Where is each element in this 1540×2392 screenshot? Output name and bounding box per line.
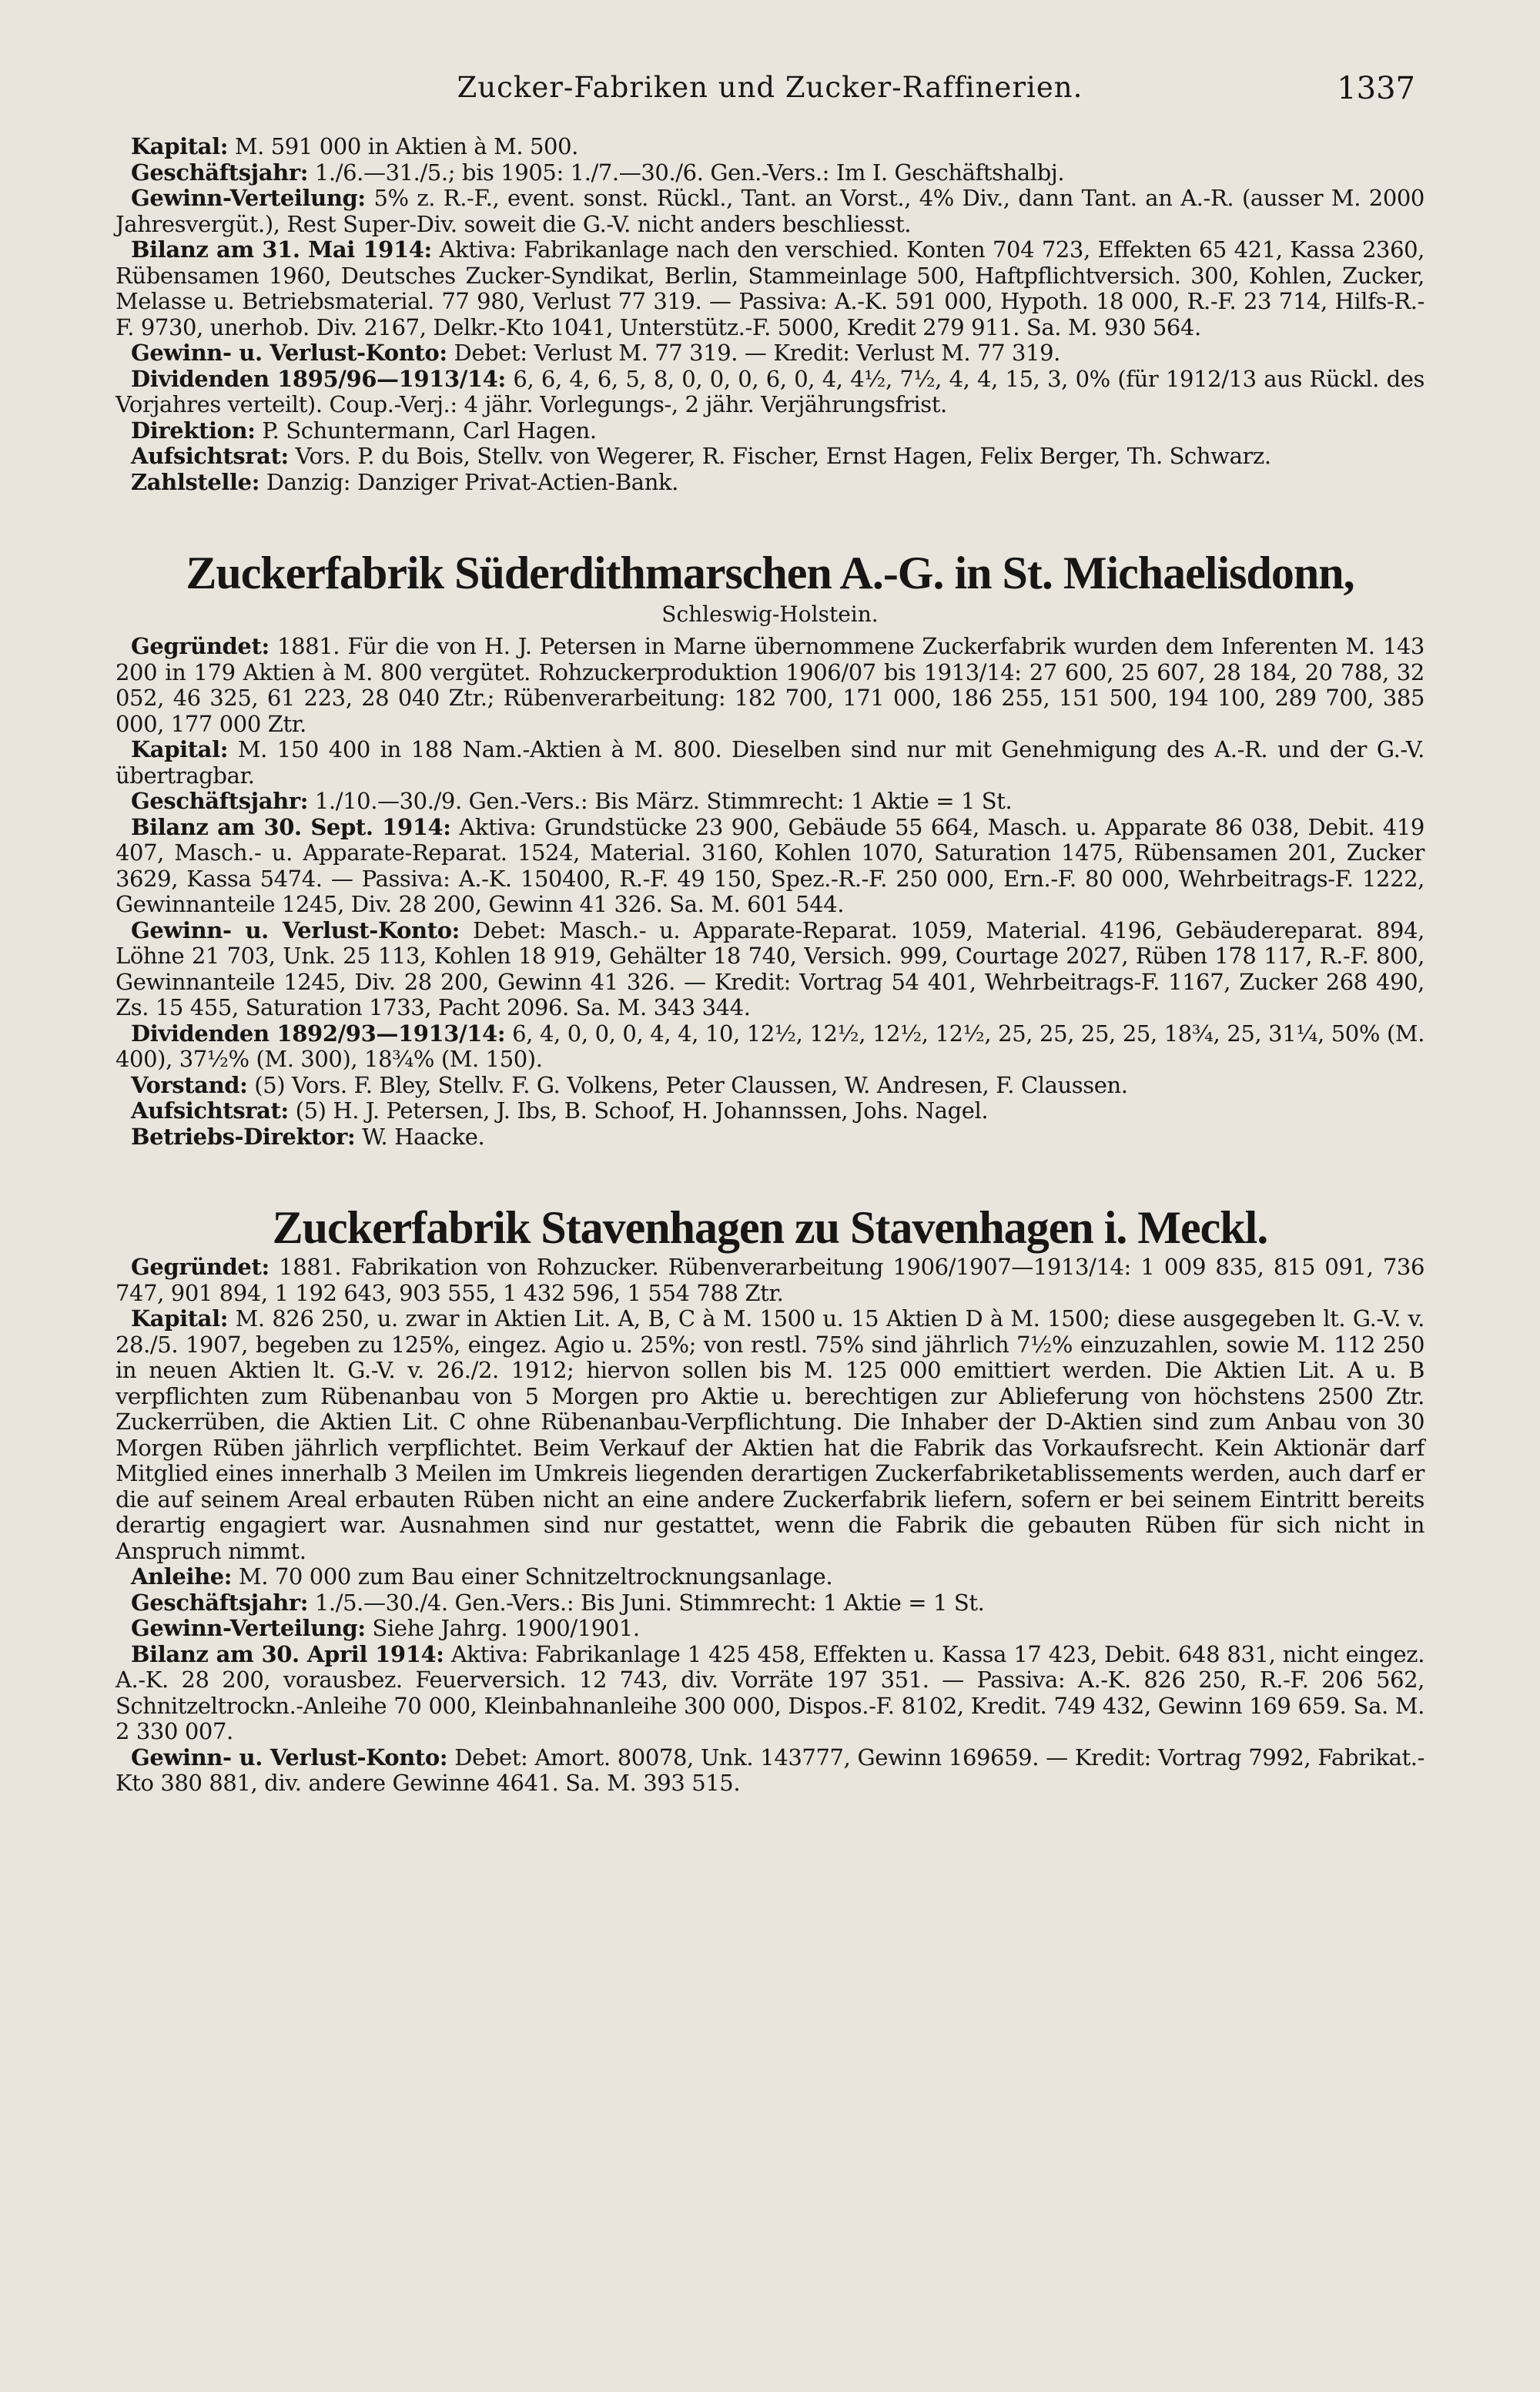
entry-paragraph [116, 1073, 1424, 1099]
field-text: Aktiva: Fabrikanlage 1 425 458, Effekten u. Kassa 17 423, Debit. 648 831, nicht eingez. A.-K. 28 200, vorausbez. Feuerversich. 12 743, div. Vorräte 197 351. — Passiva: A.-K. 826 250, R.-F. 206 562, Schnitzeltrockn.-Anleihe 70 000, Kleinbahnanleihe 300 000, Dispos.-F. 8102, Kredit. 749 432, Gewinn 169 659. Sa. M. 2 330 007. [116, 1640, 1425, 1744]
entry-paragraph [116, 470, 1424, 496]
previous-company-entry [116, 134, 1424, 495]
field-label: Direktion: [131, 417, 256, 444]
field-text: Aktiva: Fabrikanlage nach den verschied. Konten 704 723, Effekten 65 421, Kassa 2360, Rübensamen 1960, Deutsches Zucker-Syndikat, Berlin, Stammeinlage 500, Haftpflichtversich. 300, Kohlen, Zucker, Melasse u. Betriebsmaterial. 77 980, Verlust 77 319. — Passiva: A.-K. 591 000, Hypoth. 18 000, R.-F. 23 714, Hilfs-R.-F. 9730, unerhob. Div. 2167, Delkr.-Kto 1041, Unterstütz.-F. 5000, Kredit 279 911. Sa. M. 930 564. [116, 236, 1425, 340]
field-label: Anleihe: [131, 1563, 233, 1590]
field-text: M. 70 000 zum Bau einer Schnitzeltrocknungsanlage. [238, 1563, 833, 1590]
entry-paragraph [116, 340, 1424, 367]
field-text: 1./6.—31./5.; bis 1905: 1./7.—30./6. Gen.-Vers.: Im I. Geschäftshalbj. [314, 159, 1065, 186]
field-text: (5) Vors. F. Bley, Stellv. F. G. Volkens, Peter Claussen, W. Andresen, F. Claussen. [254, 1071, 1128, 1098]
entry-paragraph [116, 418, 1424, 444]
company-subtitle: Schleswig-Holstein. [661, 601, 879, 627]
field-text: M. 150 400 in 188 Nam.-Aktien à M. 800. Dieselben sind nur mit Genehmigung des A.-R. und der G.-V. übertragbar. [116, 736, 1424, 789]
field-text: Danzig: Danziger Privat-Actien-Bank. [266, 468, 678, 495]
field-text: 1./5.—30./4. Gen.-Vers.: Bis Juni. Stimmrecht: 1 Aktie = 1 St. [314, 1589, 985, 1616]
field-text: W. Haacke. [362, 1123, 485, 1150]
field-label: Gewinn-Verteilung: [131, 185, 366, 211]
field-label: Betriebs-Direktor: [131, 1123, 356, 1150]
field-label: Geschäftsjahr: [131, 1589, 309, 1616]
entry-paragraph [116, 186, 1424, 237]
entry-paragraph [116, 1306, 1424, 1564]
entry-paragraph [116, 1255, 1424, 1306]
field-label: Zahlstelle: [131, 468, 260, 495]
field-label: Dividenden 1892/93—1913/14: [131, 1020, 506, 1047]
entry-paragraph [116, 918, 1424, 1021]
entry-paragraph [116, 634, 1424, 737]
entry-paragraph [116, 444, 1424, 470]
company-entry-suederdithmarschen [116, 546, 1424, 1150]
field-label: Dividenden 1895/96—1913/14: [131, 365, 506, 392]
field-text: P. Schuntermann, Carl Hagen. [262, 417, 597, 444]
field-text: Aktiva: Grundstücke 23 900, Gebäude 55 664, Masch. u. Apparate 86 038, Debit. 419 407, Masch.- u. Apparate-Reparat. 1524, Material. 3160, Kohlen 1070, Saturation 1475, Rübensamen 201, Zucker 3629, Kassa 5474. — Passiva: A.-K. 150400, R.-F. 49 150, Spez.-R.-F. 250 000, Ern.-F. 80 000, Wehrbeitrags-F. 1222, Gewinnanteile 1245, Div. 28 200, Gewinn 41 326. Sa. M. 601 544. [116, 813, 1424, 917]
field-label: Bilanz am 30. April 1914: [131, 1640, 444, 1667]
entry-paragraph [116, 737, 1424, 789]
field-label: Aufsichtsrat: [131, 443, 289, 469]
field-label: Bilanz am 30. Sept. 1914: [131, 813, 451, 840]
entry-paragraph [116, 1745, 1424, 1797]
field-text: Debet: Amort. 80078, Unk. 143777, Gewinn 169659. — Kredit: Vortrag 7992, Fabrikat.-Kto 380 881, div. andere Gewinne 4641. Sa. M. 393 515. [116, 1744, 1424, 1796]
entry-paragraph [116, 1564, 1424, 1590]
company-title: Zuckerfabrik Süderdithmarschen A.-G. in St. Michaelisdonn, [186, 548, 1354, 598]
entry-paragraph [116, 789, 1424, 815]
company-entry-stavenhagen [116, 1201, 1424, 1797]
field-label: Gewinn-Verteilung: [131, 1615, 366, 1641]
field-text: Debet: Verlust M. 77 319. — Kredit: Verlust M. 77 319. [454, 340, 1060, 366]
field-label: Kapital: [131, 1305, 228, 1332]
field-text: Siehe Jahrg. 1900/1901. [372, 1615, 640, 1641]
field-text: (5) H. J. Petersen, J. Ibs, B. Schoof, H. Johannssen, Johs. Nagel. [295, 1097, 989, 1124]
entry-paragraph [116, 1124, 1424, 1151]
field-text: M. 591 000 in Aktien à M. 500. [234, 133, 578, 159]
entry-paragraph [116, 1098, 1424, 1124]
entry-paragraph [116, 160, 1424, 186]
page-number: 1337 [1337, 71, 1415, 106]
field-text: Vors. P. du Bois, Stellv. von Wegerer, R. Fischer, Ernst Hagen, Felix Berger, Th. Schwarz. [295, 443, 1271, 469]
entry-paragraph [116, 1590, 1424, 1616]
field-label: Aufsichtsrat: [131, 1097, 289, 1124]
field-text: 1881. Für die von H. J. Petersen in Marne übernommene Zuckerfabrik wurden dem Inferenten M. 143 200 in 179 Aktien à M. 800 vergütet. Rohzuckerproduktion 1906/07 bis 1913/14: 27 600, 25 607, 28 184, 20 788, 32 052, 46 325, 61 223, 28 040 Ztr.; Rübenverarbeitung: 182 700, 171 000, 186 255, 151 500, 194 100, 289 700, 385 000, 177 000 Ztr. [116, 633, 1424, 737]
field-label: Kapital: [131, 736, 228, 762]
page-header [116, 71, 1424, 117]
entry-paragraph [116, 1021, 1424, 1073]
field-label: Gewinn- u. Verlust-Konto: [131, 916, 460, 943]
field-label: Gegründet: [131, 633, 270, 659]
entry-paragraph [116, 815, 1424, 918]
field-label: Geschäftsjahr: [131, 788, 309, 814]
field-label: Bilanz am 31. Mai 1914: [131, 236, 432, 263]
field-text: 6, 4, 0, 0, 0, 4, 4, 10, 12½, 12½, 12½, 12½, 25, 25, 25, 25, 18¾, 25, 31¼, 50% (M. 400), 37½% (M. 300), 18¾% (M. 150). [116, 1020, 1425, 1072]
entry-paragraph [116, 237, 1424, 340]
field-text: 1./10.—30./9. Gen.-Vers.: Bis März. Stimmrecht: 1 Aktie = 1 St. [314, 788, 1013, 814]
field-text: 5% z. R.-F., event. sonst. Rückl., Tant. an Vorst., 4% Div., dann Tant. an A.-R. (ausser M. 2000 Jahresvergüt.), Rest Super-Div. soweit die G.-V. nicht anders beschliesst. [116, 185, 1424, 237]
field-label: Gewinn- u. Verlust-Konto: [131, 1744, 448, 1771]
entry-paragraph [116, 367, 1424, 418]
company-title: Zuckerfabrik Stavenhagen zu Stavenhagen i. Meckl. [272, 1202, 1268, 1253]
entry-paragraph [116, 134, 1424, 160]
field-label: Gegründet: [131, 1254, 270, 1280]
field-text: 1881. Fabrikation von Rohzucker. Rübenverarbeitung 1906/1907—1913/14: 1 009 835, 815 091, 736 747, 901 894, 1 192 643, 903 555, 1 432 596, 1 554 788 Ztr. [116, 1254, 1424, 1306]
entry-paragraph [116, 1616, 1424, 1642]
field-label: Vorstand: [131, 1071, 248, 1098]
field-text: M. 826 250, u. zwar in Aktien Lit. A, B, C à M. 1500 u. 15 Aktien D à M. 1500; diese ausgegeben lt. G.-V. v. 28./5. 1907, begeben zu 125%, eingez. Agio u. 25%; von restl. 75% sind jährlich 7½% einzuzahlen, sowie M. 112 250 in neuen Aktien lt. G.-V. v. 26./2. 1912; hiervon sollen bis M. 125 000 emittiert werden. Die Aktien Lit. A u. B verpflichten zum Rübenanbau von 5 Morgen pro Aktie u. berechtigen zur Ablieferung von höchstens 2500 Ztr. Zuckerrüben, die Aktien Lit. C ohne Rübenanbau-Verpflichtung. Die Inhaber der D-Aktien sind zum Anbau von 30 Morgen Rüben jährlich verpflichtet. Beim Verkauf der Aktien hat die Fabrik das Vorkaufsrecht. Kein Aktionär darf Mitglied eines innerhalb 3 Meilen im Umkreis liegenden derartigen Zuckerfabriketablissements werden, auch darf er die auf seinem Areal erbauten Rüben nicht an eine andere Zuckerfabrik liefern, sofern er bei seinem Eintritt bereits derartig engagiert war. Ausnahmen sind nur gestattet, wenn die Fabrik die gebauten Rüben für sich nicht in Anspruch nimmt. [116, 1305, 1424, 1564]
field-label: Kapital: [131, 133, 228, 159]
running-title: Zucker-Fabriken und Zucker-Raffinerien. [457, 71, 1083, 104]
field-label: Gewinn- u. Verlust-Konto: [131, 340, 447, 366]
entry-paragraph [116, 1642, 1424, 1745]
field-label: Geschäftsjahr: [131, 159, 309, 186]
field-text: Debet: Masch.- u. Apparate-Reparat. 1059, Material. 4196, Gebäudereparat. 894, Löhne 21 703, Unk. 25 113, Kohlen 18 919, Gehälter 18 740, Versich. 999, Courtage 2027, Rüben 178 117, R.-F. 800, Gewinnanteile 1245, Div. 28 200, Gewinn 41 326. — Kredit: Vortrag 54 401, Wehrbeitrags-F. 1167, Zucker 268 490, Zs. 15 455, Saturation 1733, Pacht 2096. Sa. M. 343 344. [116, 916, 1424, 1020]
field-text: 6, 6, 4, 6, 5, 8, 0, 0, 0, 6, 0, 4, 4½, 7½, 4, 4, 15, 3, 0% (für 1912/13 aus Rückl. des Vorjahres verteilt). Coup.-Verj.: 4 jähr. Vorlegungs-, 2 jähr. Verjährungsfrist. [116, 365, 1424, 417]
